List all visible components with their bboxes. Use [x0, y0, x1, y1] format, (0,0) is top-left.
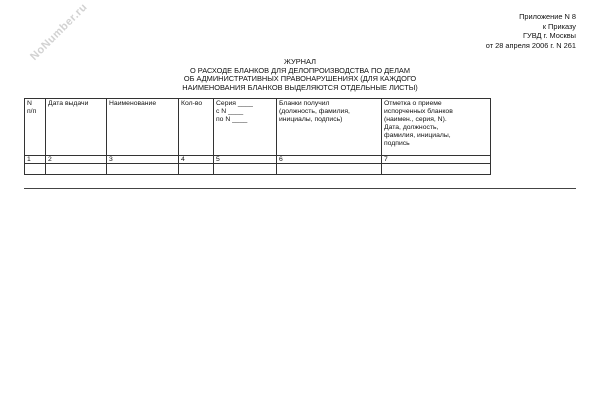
blank-cell[interactable] — [382, 164, 491, 175]
blank-entry-row — [25, 164, 491, 175]
column-number: 1 — [25, 156, 46, 164]
header-text: испорченных бланков — [384, 108, 453, 115]
header-cell-series — [214, 99, 277, 156]
title-line: НАИМЕНОВАНИЯ БЛАНКОВ ВЫДЕЛЯЮТСЯ ОТДЕЛЬНЫЕ ЛИСТЫ) — [182, 82, 418, 92]
column-number: 5 — [214, 156, 277, 164]
blank-cell[interactable] — [179, 164, 214, 175]
appendix-reference — [486, 12, 576, 50]
page-divider — [24, 188, 576, 189]
header-text: (наимен., серия, N). — [384, 116, 447, 123]
title-line: ОБ АДМИНИСТРАТИВНЫХ ПРАВОНАРУШЕНИЯХ (ДЛЯ КАЖДОГО — [183, 74, 417, 84]
header-text: Дата выдачи — [48, 100, 89, 107]
header-text: Дата, должность, — [384, 124, 439, 131]
header-text: Наименование — [109, 100, 157, 107]
title-line: О РАСХОДЕ БЛАНКОВ ДЛЯ ДЕЛОПРОИЗВОДСТВА ПО ДЕЛАМ — [189, 65, 411, 75]
appendix-line: Приложение N 8 — [519, 12, 576, 21]
header-text: Кол-во — [181, 100, 203, 107]
header-row — [25, 99, 491, 156]
watermark: NoNumber.ru — [28, 1, 90, 63]
column-number: 4 — [179, 156, 214, 164]
header-text: с N ____ — [216, 108, 244, 115]
header-text: п/п — [27, 108, 37, 115]
header-cell-quantity — [179, 99, 214, 156]
header-text: подпись — [384, 140, 410, 147]
blank-cell[interactable] — [46, 164, 107, 175]
blank-cell[interactable] — [107, 164, 179, 175]
header-cell-received-by — [277, 99, 382, 156]
header-text: фамилия, инициалы, — [384, 132, 451, 139]
blank-cell[interactable] — [277, 164, 382, 175]
appendix-line: к Приказу — [542, 21, 576, 31]
column-number: 3 — [107, 156, 179, 164]
header-text: инициалы, подпись) — [279, 116, 343, 123]
header-cell-number — [25, 99, 46, 156]
column-number: 6 — [277, 156, 382, 164]
header-text: по N ____ — [216, 116, 248, 123]
header-text: Отметка о приеме — [384, 100, 442, 107]
column-number: 7 — [382, 156, 491, 164]
appendix-line: от 28 апреля 2006 г. N 261 — [485, 40, 576, 50]
header-text: Бланки получил — [279, 100, 330, 107]
header-text: (должность, фамилия, — [279, 108, 350, 115]
header-text: Серия ____ — [216, 100, 253, 107]
appendix-line: ГУВД г. Москвы — [523, 31, 576, 41]
header-cell-issue-date — [46, 99, 107, 156]
header-cell-name — [107, 99, 179, 156]
column-number: 2 — [46, 156, 107, 164]
journal-table — [24, 98, 491, 175]
title-line: ЖУРНАЛ — [284, 57, 316, 66]
journal-title — [120, 58, 480, 92]
blank-cell[interactable] — [214, 164, 277, 175]
header-cell-spoiled-forms-note — [382, 99, 491, 156]
column-number-row — [25, 156, 491, 164]
blank-cell[interactable] — [25, 164, 46, 175]
header-text: N — [27, 100, 32, 107]
